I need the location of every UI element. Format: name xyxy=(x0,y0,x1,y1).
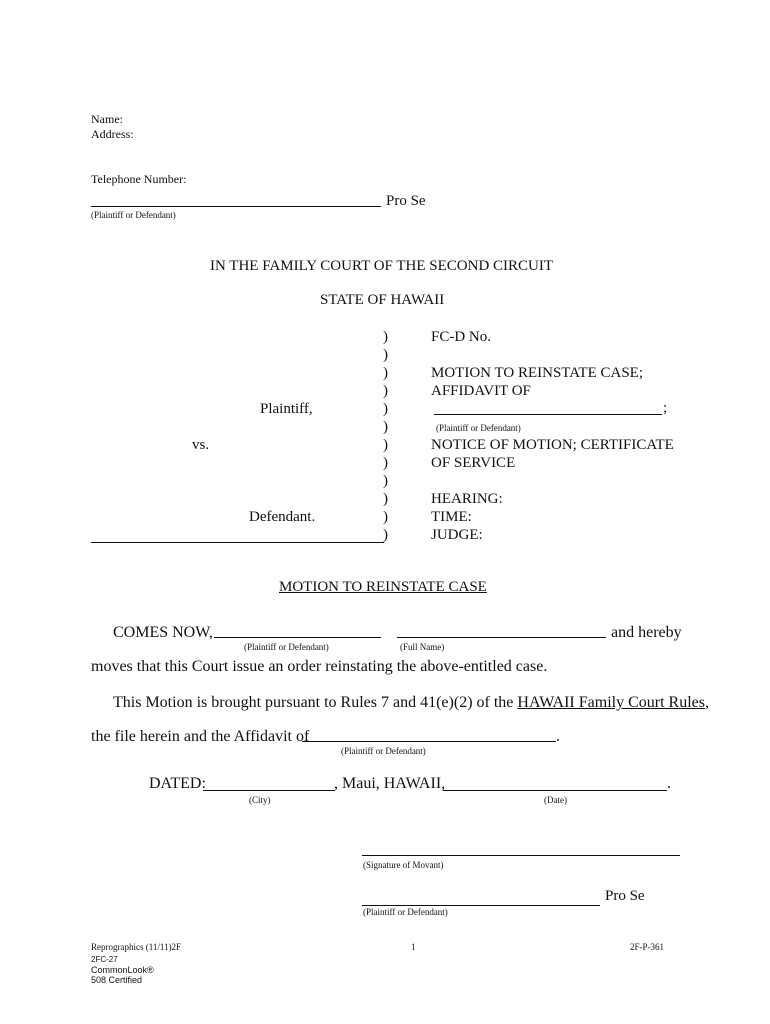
comes-now-text: COMES NOW, xyxy=(113,624,213,641)
footer-repro: Reprographics (11/11)2F xyxy=(91,942,182,952)
commonlook-logo: CommonLook® xyxy=(91,965,154,975)
header-party-hint: (Plaintiff or Defendant) xyxy=(91,210,176,220)
maui-hawaii-text: , Maui, HAWAII, xyxy=(334,775,446,792)
doc-title-2: AFFIDAVIT OF xyxy=(431,383,531,399)
affidavit-party-hint: (Plaintiff or Defendant) xyxy=(341,746,426,756)
city-hint: (City) xyxy=(249,795,271,805)
hearing-label: HEARING: xyxy=(431,491,503,507)
footer-form-number: 2F-P-361 xyxy=(630,942,665,952)
comes-now-party-line[interactable] xyxy=(214,637,381,638)
party-name-line[interactable] xyxy=(91,206,381,207)
signature-party-hint: (Plaintiff or Defendant) xyxy=(363,907,448,917)
footer-code: 2FC-27 xyxy=(91,955,118,964)
vs-label: vs. xyxy=(192,437,210,453)
time-label: TIME: xyxy=(431,509,472,525)
case-number-label: FC-D No. xyxy=(431,329,492,345)
moves-text: moves that this Court issue an order reinstating the above-entitled case. xyxy=(91,658,548,675)
telephone-label: Telephone Number: xyxy=(91,172,187,186)
judge-label: JUDGE: xyxy=(431,527,483,543)
city-line[interactable] xyxy=(203,790,335,791)
court-state: STATE OF HAWAII xyxy=(320,292,445,308)
affidavit-of-line[interactable] xyxy=(302,741,556,742)
notice-title-1: NOTICE OF MOTION; CERTIFICATE xyxy=(431,437,674,453)
dated-label: DATED: xyxy=(149,775,206,792)
affidavit-period: . xyxy=(556,728,560,745)
comes-now-fullname-line[interactable] xyxy=(397,637,606,638)
defendant-label: Defendant. xyxy=(249,509,316,525)
file-text: the file herein and the Affidavit of xyxy=(91,728,310,745)
court-title: IN THE FAMILY COURT OF THE SECOND CIRCUIT xyxy=(210,258,554,274)
comes-now-party-hint: (Plaintiff or Defendant) xyxy=(244,642,329,652)
full-name-hint: (Full Name) xyxy=(400,642,445,652)
footer-page-number: 1 xyxy=(411,942,416,952)
affidavit-party-line[interactable] xyxy=(434,414,662,415)
caption-bottom-line xyxy=(91,542,384,543)
signature-hint: (Signature of Movant) xyxy=(363,860,444,870)
and-hereby-text: and hereby xyxy=(611,624,682,641)
date-hint: (Date) xyxy=(544,795,567,805)
dated-period: . xyxy=(667,775,671,792)
certified-label: 508 Certified xyxy=(91,975,143,985)
signature-line[interactable] xyxy=(362,855,680,856)
signature-party-line[interactable] xyxy=(362,905,600,906)
plaintiff-label: Plaintiff, xyxy=(260,401,313,417)
doc-title-1: MOTION TO REINSTATE CASE; xyxy=(431,365,643,381)
rules-paragraph: This Motion is brought pursuant to Rules 7 and 41(e)(2) of the HAWAII Family Court Rules, xyxy=(113,694,709,711)
header-pro-se: Pro Se xyxy=(386,193,426,209)
date-line[interactable] xyxy=(443,790,667,791)
rules-link[interactable]: HAWAII Family Court Rules xyxy=(517,694,705,711)
notice-title-2: OF SERVICE xyxy=(431,455,516,471)
motion-heading: MOTION TO REINSTATE CASE xyxy=(279,579,487,595)
name-label: Name: xyxy=(91,112,123,126)
address-label: Address: xyxy=(91,127,134,141)
affidavit-semicolon: ; xyxy=(663,400,668,416)
caption-party-hint: (Plaintiff or Defendant) xyxy=(436,423,521,433)
signature-pro-se: Pro Se xyxy=(605,888,645,904)
